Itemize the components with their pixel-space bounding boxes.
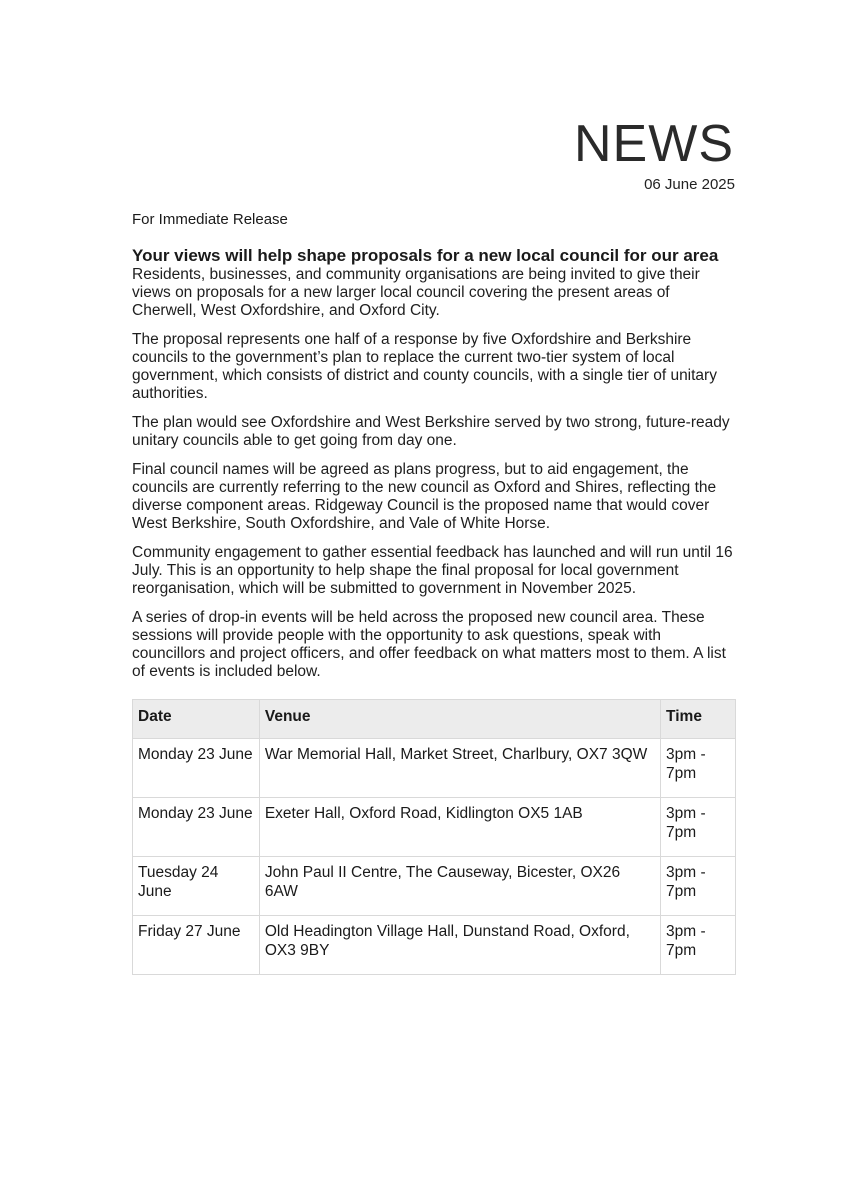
event-time: 3pm - 7pm bbox=[661, 739, 736, 798]
event-date: Monday 23 June bbox=[133, 739, 260, 798]
events-table bbox=[132, 699, 736, 975]
header-date: Date bbox=[133, 700, 260, 739]
release-date: 06 June 2025 bbox=[644, 176, 735, 193]
table-row bbox=[133, 798, 736, 857]
event-venue: John Paul II Centre, The Causeway, Bicester, OX26 6AW bbox=[259, 857, 660, 916]
paragraph-names: Final council names will be agreed as plans progress, but to aid engagement, the councils are currently referring to the new council as Oxford and Shires, reflecting the diverse component areas. Ridgeway Council is the proposed name that would cover West Berkshire, South Oxfordshire, and Vale of White Horse. bbox=[132, 461, 717, 532]
event-date: Tuesday 24 June bbox=[133, 857, 260, 916]
paragraph-events: A series of drop-in events will be held across the proposed new council area. These sessions will provide people with the opportunity to ask questions, speak with councillors and project officers, and offer feedback on what matters most to them. A list of events is included below. bbox=[132, 609, 726, 680]
event-time: 3pm - 7pm bbox=[661, 916, 736, 975]
paragraph-intro: Residents, businesses, and community organisations are being invited to give their views on proposals for a new larger local council covering the present areas of Cherwell, West Oxfordshire, and Oxford City. bbox=[132, 266, 700, 319]
paragraph-proposal: The proposal represents one half of a response by five Oxfordshire and Berkshire councils to the government’s plan to replace the current two-tier system of local government, which consists of district and county councils, with a single tier of unitary authorities. bbox=[132, 331, 717, 402]
event-date: Monday 23 June bbox=[133, 798, 260, 857]
paragraph-plan: The plan would see Oxfordshire and West Berkshire served by two strong, future-ready unitary councils able to get going from day one. bbox=[132, 414, 730, 449]
event-time: 3pm - 7pm bbox=[661, 798, 736, 857]
event-time: 3pm - 7pm bbox=[661, 857, 736, 916]
event-date: Friday 27 June bbox=[133, 916, 260, 975]
table-row bbox=[133, 916, 736, 975]
table-row bbox=[133, 739, 736, 798]
event-venue: Old Headington Village Hall, Dunstand Road, Oxford, OX3 9BY bbox=[259, 916, 660, 975]
release-label: For Immediate Release bbox=[132, 211, 288, 228]
release-content bbox=[132, 211, 736, 975]
event-venue: Exeter Hall, Oxford Road, Kidlington OX5 1AB bbox=[259, 798, 660, 857]
table-row bbox=[133, 857, 736, 916]
header-venue: Venue bbox=[259, 700, 660, 739]
news-title: NEWS bbox=[574, 115, 734, 173]
header-time: Time bbox=[661, 700, 736, 739]
paragraph-engagement: Community engagement to gather essential feedback has launched and will run until 16 July. This is an opportunity to help shape the final proposal for local government reorganisation, which will be submitted to government in November 2025. bbox=[132, 544, 733, 597]
event-venue: War Memorial Hall, Market Street, Charlbury, OX7 3QW bbox=[259, 739, 660, 798]
table-header-row bbox=[133, 700, 736, 739]
headline: Your views will help shape proposals for a new local council for our area bbox=[132, 246, 719, 265]
